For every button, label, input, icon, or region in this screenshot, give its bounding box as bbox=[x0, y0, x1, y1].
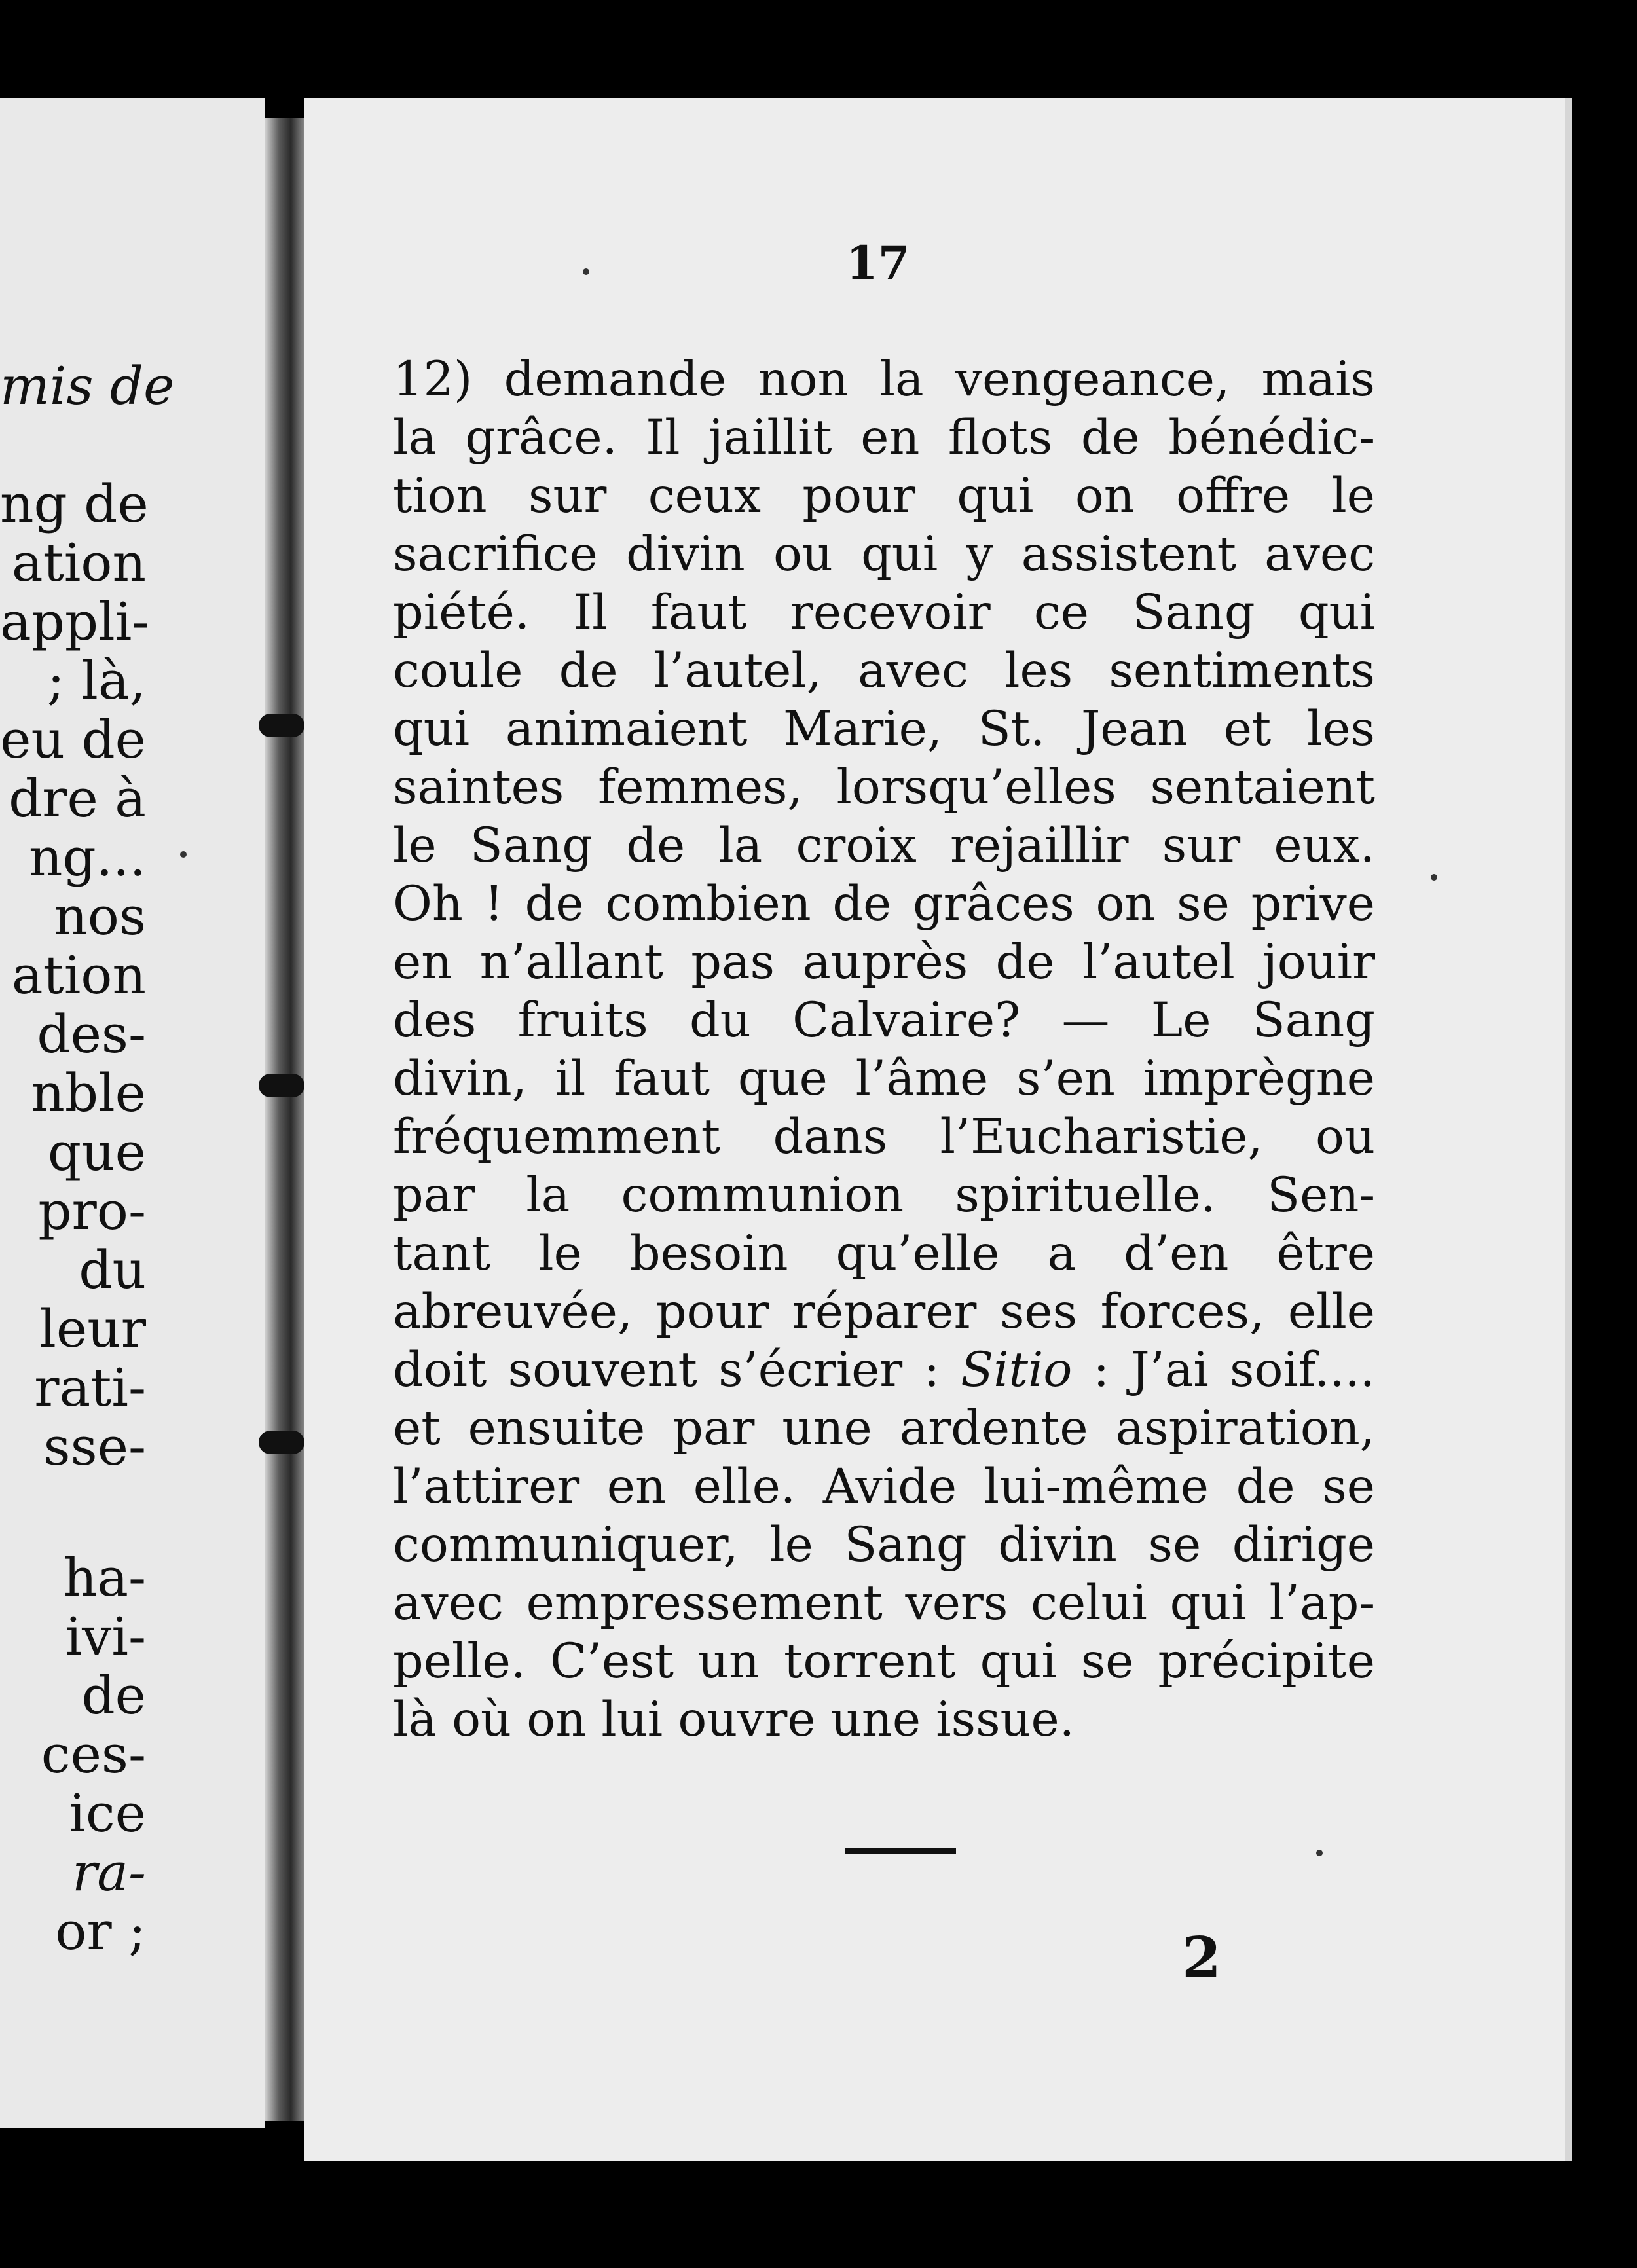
left-line-14: pro- bbox=[38, 1180, 146, 1241]
left-line-25: ra- bbox=[72, 1842, 146, 1903]
left-line-9: nos bbox=[54, 886, 146, 947]
page-number: 17 bbox=[846, 236, 910, 290]
text-line: abreuvée, pour réparer ses forces, elle bbox=[393, 1284, 1375, 1340]
print-speck bbox=[1431, 874, 1437, 881]
text-line-with-italic bbox=[393, 1341, 1375, 1399]
text-line: communiquer, le Sang divin se dirige bbox=[393, 1517, 1375, 1573]
left-line-23: ces- bbox=[41, 1724, 146, 1785]
text-line: sacrifice divin ou qui y assistent avec bbox=[393, 526, 1375, 582]
section-separator bbox=[845, 1848, 956, 1854]
text-line: et ensuite par une ardente aspiration, bbox=[393, 1400, 1375, 1456]
text-line: le Sang de la croix rejaillir sur eux. bbox=[393, 818, 1375, 873]
left-line-18: sse- bbox=[43, 1416, 146, 1477]
left-line-13: que bbox=[47, 1122, 146, 1182]
binding-staple bbox=[259, 1074, 304, 1097]
text-line: des fruits du Calvaire? — Le Sang bbox=[393, 993, 1375, 1048]
left-line-22: de bbox=[81, 1665, 146, 1726]
left-line-12: nble bbox=[31, 1063, 146, 1124]
page-body-text bbox=[393, 350, 1375, 1749]
left-line-1: mis de bbox=[0, 356, 175, 416]
left-line-5: ; là, bbox=[46, 650, 146, 711]
print-speck bbox=[180, 851, 187, 858]
left-line-24: ice bbox=[69, 1783, 146, 1844]
binding-staple bbox=[259, 714, 304, 737]
text-line: piété. Il faut recevoir ce Sang qui bbox=[393, 585, 1375, 640]
binding-staple bbox=[259, 1431, 304, 1454]
left-line-2: ng de bbox=[0, 473, 149, 534]
text-line: tion sur ceux pour qui on offre le bbox=[393, 468, 1375, 524]
text-line: pelle. C’est un torrent qui se précipite bbox=[393, 1634, 1375, 1689]
left-line-11: des- bbox=[37, 1004, 146, 1065]
text-line: saintes femmes, lorsqu’elles sentaient bbox=[393, 759, 1375, 815]
left-line-3: ation bbox=[11, 532, 146, 593]
left-line-26: or ; bbox=[55, 1901, 146, 1962]
left-line-15: du bbox=[79, 1239, 146, 1300]
left-line-6: eu de bbox=[0, 709, 146, 770]
text-line: par la communion spirituelle. Sen- bbox=[393, 1167, 1375, 1223]
left-line-8: ng... bbox=[28, 827, 146, 888]
text-line: 12) demande non la vengeance, mais bbox=[393, 352, 1375, 407]
left-line-21: ivi- bbox=[65, 1606, 146, 1667]
text-line: là où on lui ouvre une issue. bbox=[393, 1692, 1075, 1747]
text-line: fréquemment dans l’Eucharistie, ou bbox=[393, 1109, 1375, 1165]
italic-word: Sitio bbox=[961, 1342, 1073, 1398]
text-line: qui animaient Marie, St. Jean et les bbox=[393, 701, 1375, 757]
print-speck bbox=[1316, 1850, 1323, 1856]
book-gutter bbox=[265, 118, 304, 2121]
text-line: divin, il faut que l’âme s’en imprègne bbox=[393, 1051, 1375, 1107]
previous-page-fragment bbox=[0, 98, 265, 2128]
left-line-17: rati- bbox=[34, 1357, 146, 1418]
text-line: tant le besoin qu’elle a d’en être bbox=[393, 1226, 1375, 1281]
left-line-7: dre à bbox=[9, 768, 146, 829]
print-speck bbox=[583, 268, 589, 275]
left-line-4: appli- bbox=[0, 591, 150, 652]
text-segment: doit souvent s’écrier : bbox=[393, 1342, 961, 1398]
left-line-16: leur bbox=[39, 1298, 146, 1359]
text-line: Oh ! de combien de grâces on se prive bbox=[393, 876, 1375, 932]
text-line: avec empressement vers celui qui l’ap- bbox=[393, 1575, 1375, 1631]
left-line-20: ha- bbox=[63, 1547, 146, 1608]
text-line: la grâce. Il jaillit en flots de bénédic- bbox=[393, 410, 1375, 466]
signature-mark: 2 bbox=[1182, 1925, 1221, 1991]
text-line: coule de l’autel, avec les sentiments bbox=[393, 643, 1375, 699]
text-line: en n’allant pas auprès de l’autel jouir bbox=[393, 934, 1375, 990]
left-line-10: ation bbox=[11, 945, 146, 1006]
text-line: l’attirer en elle. Avide lui-même de se bbox=[393, 1459, 1375, 1514]
text-segment: : J’ai soif.... bbox=[1072, 1342, 1375, 1398]
